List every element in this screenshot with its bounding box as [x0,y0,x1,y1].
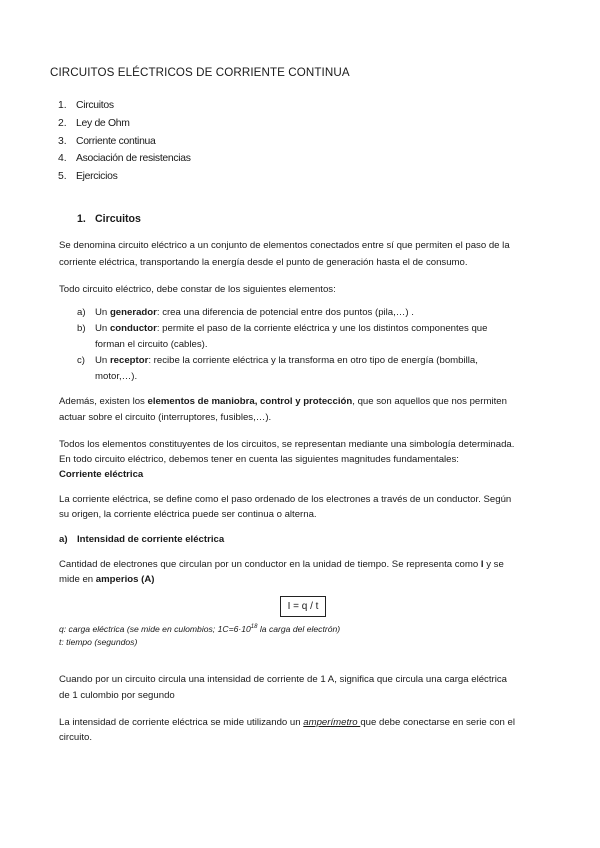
list-item-continuation: forman el circuito (cables). [95,339,208,350]
formula-box: I = q / t [280,596,326,617]
paragraph-line: Todo circuito eléctrico, debe constar de los siguientes elementos: [59,284,336,295]
section-title: Circuitos [95,213,141,225]
paragraph-line: En todo circuito eléctrico, debemos tener en cuenta las siguientes magnitudes fundamentales: [59,454,459,465]
paragraph-line: su origen, la corriente eléctrica puede ser continua o alterna. [59,509,317,520]
formula-legend-q: q: carga eléctrica (se mide en culombios; $1C=6\cdot 10^{18}$ la carga del electrón) [59,624,341,634]
paragraph-line: actuar sobre el circuito (interruptores, fusibles,…). [59,412,272,423]
paragraph-line: de 1 culombio por segundo [59,690,175,701]
paragraph-line: La intensidad de corriente eléctrica se mide utilizando un amperímetro que debe conectarse en serie con el [59,717,515,728]
list-item-continuation: motor,…). [95,371,138,382]
list-item: Un conductor: permite el paso de la corriente eléctrica y une los distintos componentes que [95,323,488,334]
toc-num: 1. [58,100,67,111]
toc-num: 3. [58,136,67,147]
toc-item: Asociación de resistencias [76,153,191,164]
paragraph-line: Cantidad de electrones que circulan por un conductor en la unidad de tiempo. Se representa como I y se [59,559,504,570]
subheading: Corriente eléctrica [59,469,144,480]
paragraph-line: mide en amperios (A) [59,574,155,585]
toc-num: 4. [58,153,67,164]
toc-item: Ejercicios [76,171,118,182]
section-number: 1. [77,213,86,225]
formula-legend-t: t: tiempo (segundos) [59,637,138,647]
toc-item: Circuitos [76,100,114,111]
subsection-marker: a) [59,534,68,545]
list-marker: c) [77,355,85,366]
paragraph-line: La corriente eléctrica, se define como el paso ordenado de los electrones a través de un conductor. Según [59,494,512,505]
toc-item: Corriente continua [76,136,156,147]
paragraph-line: Se denomina circuito eléctrico a un conjunto de elementos conectados entre sí que permiten el paso de la [59,240,510,251]
paragraph-line: Cuando por un circuito circula una intensidad de corriente de 1 A, significa que circula una carga eléctrica [59,674,507,685]
document-title: CIRCUITOS ELÉCTRICOS DE CORRIENTE CONTINUA [50,66,350,79]
paragraph-line: Además, existen los elementos de maniobra, control y protección, que son aquellos que nos permiten [59,396,507,407]
paragraph-line: corriente eléctrica, transportando la energía desde el punto de generación hasta el de consumo. [59,257,468,268]
paragraph-line: Todos los elementos constituyentes de los circuitos, se representan mediante una simbología determinada. [59,439,515,450]
list-marker: b) [77,323,86,334]
list-marker: a) [77,307,86,318]
toc-item: Ley de Ohm [76,118,130,129]
subsection-title: Intensidad de corriente eléctrica [77,534,225,545]
toc-num: 5. [58,171,67,182]
paragraph-line: circuito. [59,732,93,743]
list-item: Un receptor: recibe la corriente eléctrica y la transforma en otro tipo de energía (bombilla, [95,355,478,366]
toc-num: 2. [58,118,67,129]
amperimetro-link[interactable]: amperímetro [303,717,361,728]
list-item: Un generador: crea una diferencia de potencial entre dos puntos (pila,…) . [95,307,414,318]
